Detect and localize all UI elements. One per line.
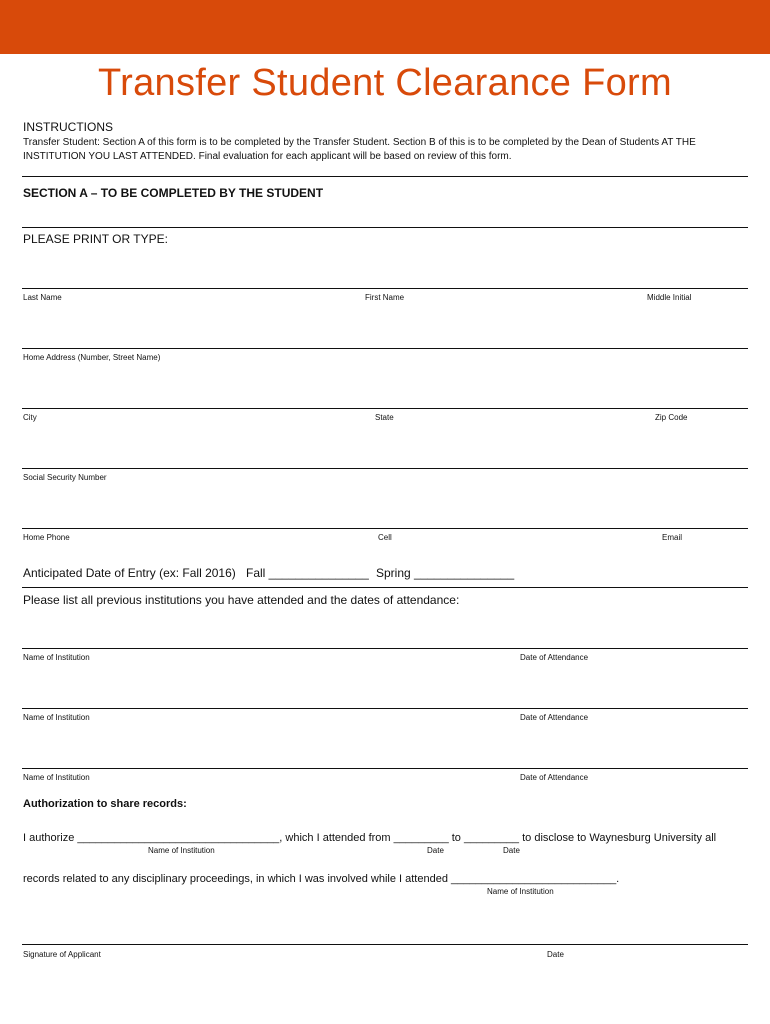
zip-label: Zip Code [655, 413, 688, 422]
divider [22, 227, 748, 228]
ssn-label: Social Security Number [23, 473, 107, 482]
authorization-line-2[interactable]: records related to any disciplinary proceedings, in which I was involved while I attended ___________________________. [23, 873, 620, 885]
attendance-date-label: Date of Attendance [520, 713, 589, 722]
email-label: Email [662, 533, 683, 542]
spring-field[interactable]: Spring _______________ [376, 566, 515, 580]
home-phone-label: Home Phone [23, 533, 70, 542]
from-date-sublabel: Date [427, 846, 444, 855]
institution-line[interactable] [22, 648, 748, 649]
city-label: City [23, 413, 37, 422]
signature-line[interactable] [22, 944, 748, 945]
institution-line[interactable] [22, 708, 748, 709]
authorization-heading: Authorization to share records: [23, 798, 187, 810]
last-name-label: Last Name [23, 293, 62, 302]
institution-name-label: Name of Institution [23, 713, 90, 722]
institution-name-label: Name of Institution [23, 773, 90, 782]
authorization-institution-sublabel: Name of Institution [148, 846, 215, 855]
institution-line[interactable] [22, 768, 748, 769]
signature-date-label: Date [547, 950, 564, 959]
state-label: State [375, 413, 394, 422]
cell-label: Cell [378, 533, 392, 542]
city-line[interactable] [22, 408, 748, 409]
phone-line[interactable] [22, 528, 748, 529]
address-line[interactable] [22, 348, 748, 349]
middle-initial-label: Middle Initial [647, 293, 692, 302]
institutions-prompt: Please list all previous institutions you have attended and the dates of attendance: [23, 593, 460, 607]
first-name-label: First Name [365, 293, 405, 302]
print-instruction: PLEASE PRINT OR TYPE: [23, 232, 168, 246]
fall-field[interactable]: Fall _______________ [246, 566, 369, 580]
signature-label: Signature of Applicant [23, 950, 101, 959]
authorization-line-1[interactable]: I authorize _________________________________, which I attended from _________ to _________ to disclose to Waynesburg University all [23, 832, 717, 844]
institution-name-label: Name of Institution [23, 653, 90, 662]
instructions-heading: INSTRUCTIONS [23, 120, 113, 134]
attendance-date-label: Date of Attendance [520, 773, 589, 782]
divider [22, 176, 748, 177]
instructions-text: Transfer Student: Section A of this form is to be completed by the Transfer Student. Section B of this is to be completed by the Dean of Students AT THE INSTITUTION YOU LAST ATTENDED. Final evaluation for each applicant will be based on review of this form. [23, 137, 696, 162]
form-title: Transfer Student Clearance Form [98, 62, 672, 104]
to-date-sublabel: Date [503, 846, 520, 855]
header-bar [0, 0, 770, 54]
entry-date-label: Anticipated Date of Entry (ex: Fall 2016) [23, 566, 236, 580]
home-address-label: Home Address (Number, Street Name) [23, 353, 161, 362]
attendance-date-label: Date of Attendance [520, 653, 589, 662]
ssn-line[interactable] [22, 468, 748, 469]
authorization-institution-sublabel-2: Name of Institution [487, 887, 554, 896]
divider [22, 587, 748, 588]
section-a-heading: SECTION A – TO BE COMPLETED BY THE STUDENT [23, 186, 324, 200]
name-line[interactable] [22, 288, 748, 289]
